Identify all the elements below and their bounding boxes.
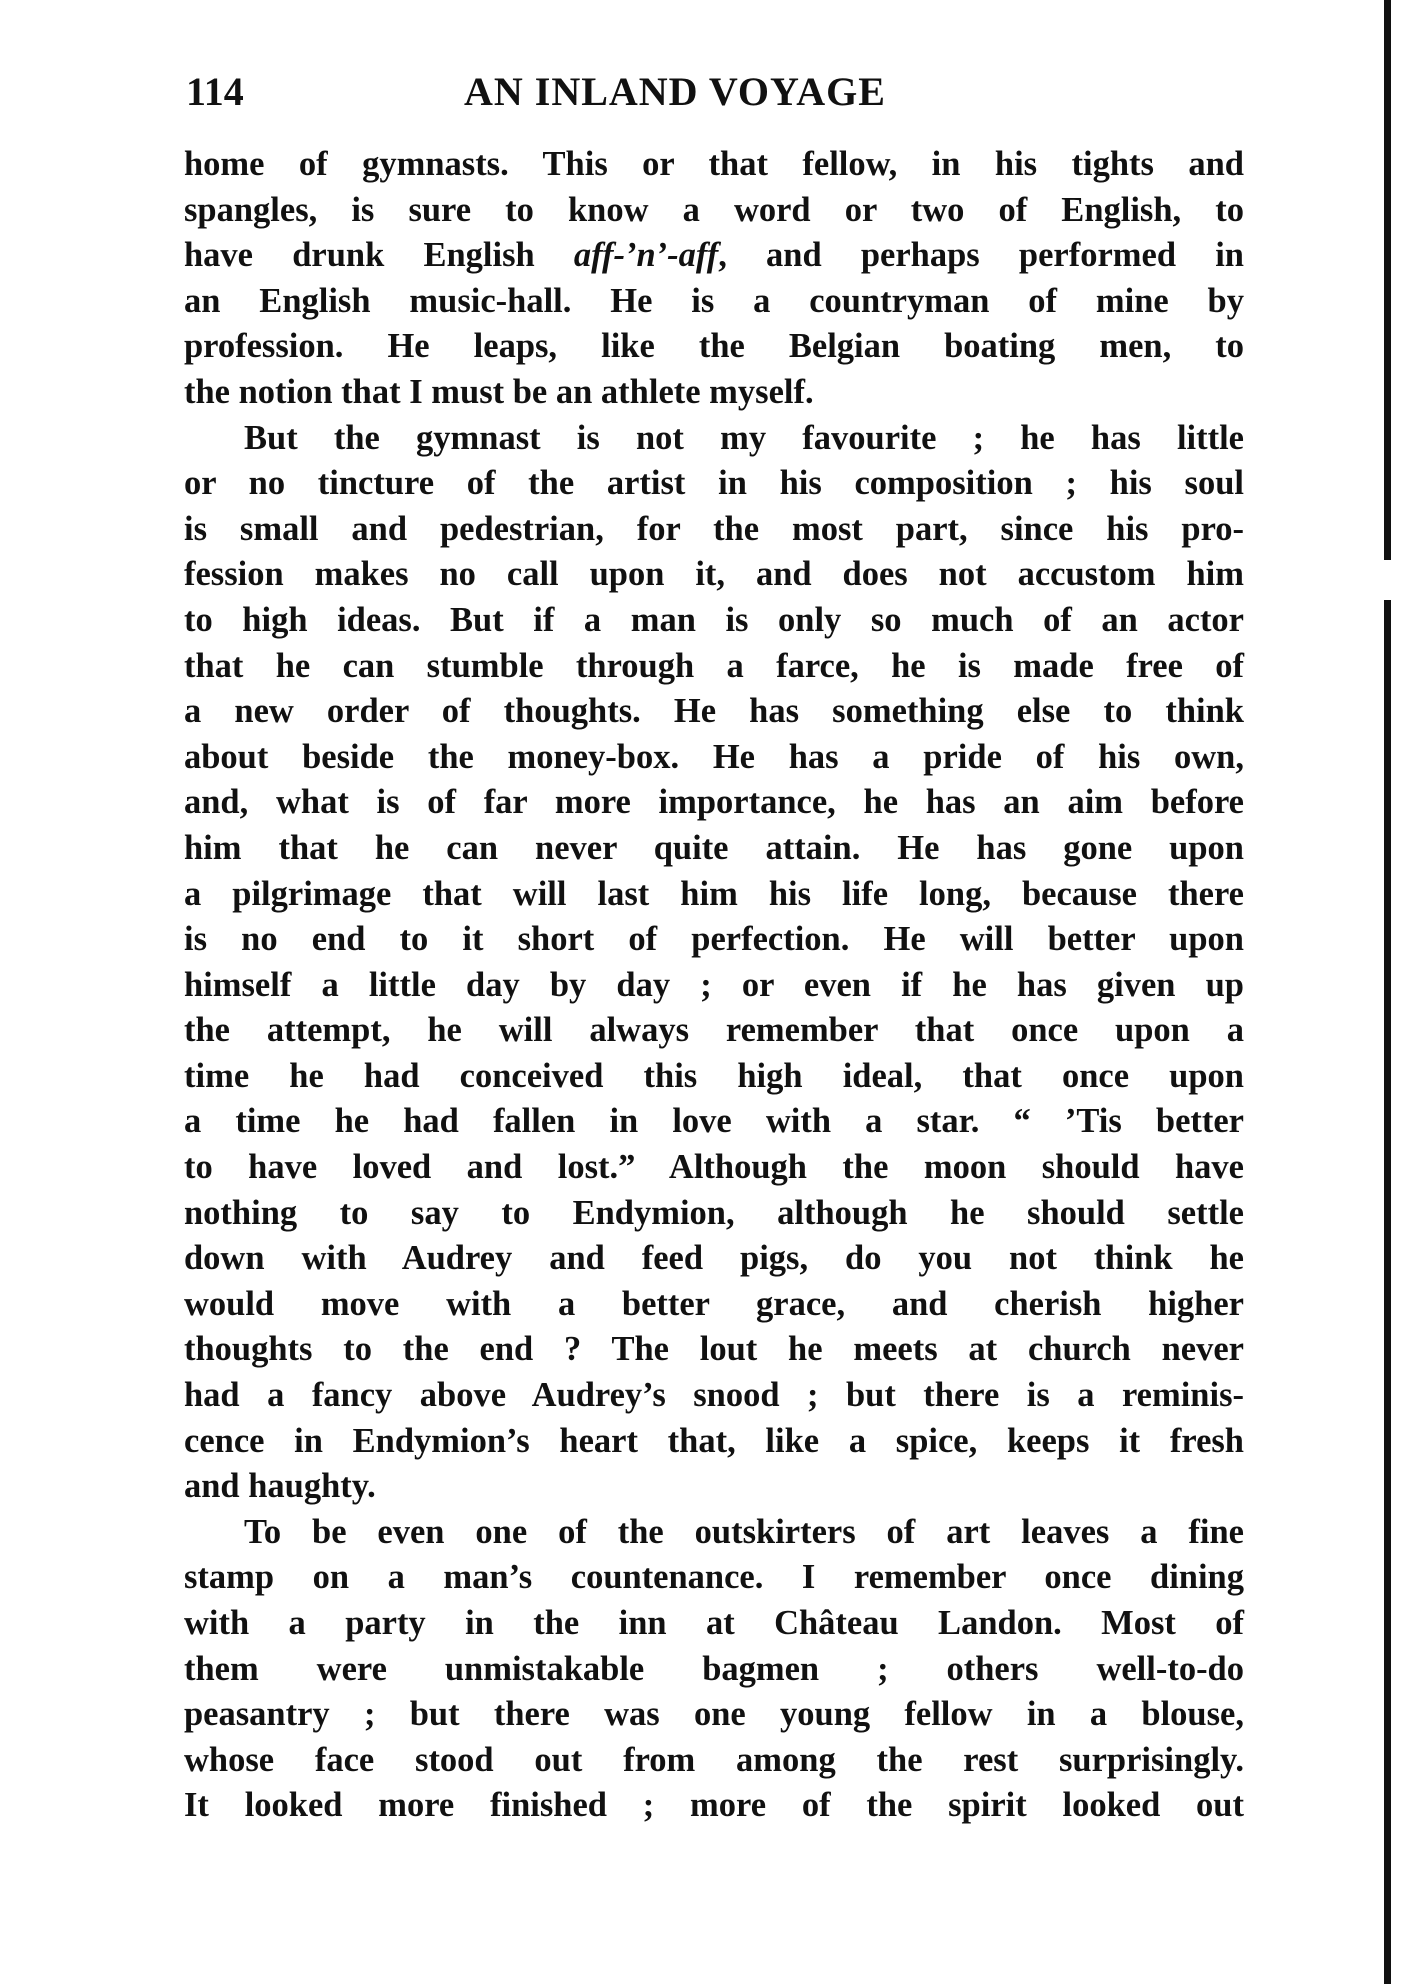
running-title: AN INLAND VOYAGE	[464, 69, 886, 114]
text-line: down with Audrey and feed pigs, do you not think he	[184, 1239, 1244, 1278]
text-line: or no tincture of the artist in his composition ; his soul	[184, 464, 1244, 503]
text-line: peasantry ; but there was one young fellow in a blouse,	[184, 1695, 1244, 1734]
text-line: stamp on a man’s countenance. I remember once dining	[184, 1558, 1244, 1597]
text-line: home of gymnasts. This or that fellow, in his tights and	[184, 145, 1244, 183]
text-line: a pilgrimage that will last him his life long, because there	[184, 874, 1244, 913]
scan-edge-rule	[1384, 0, 1391, 1984]
text-line: time he had conceived this high ideal, that once upon	[184, 1056, 1244, 1095]
text-line: It looked more finished ; more of the spirit looked out	[184, 1786, 1244, 1825]
running-header	[186, 68, 1243, 118]
text-line: himself a little day by day ; or even if he has given up	[184, 965, 1244, 1004]
text-segment: have drunk English	[184, 236, 574, 275]
text-line: would move with a better grace, and cherish higher	[184, 1284, 1244, 1323]
text-line: cence in Endymion’s heart that, like a spice, keeps it fresh	[184, 1421, 1244, 1460]
text-line: to high ideas. But if a man is only so much of an actor	[184, 600, 1244, 639]
text-line: whose face stood out from among the rest surprisingly.	[184, 1740, 1244, 1779]
text-line: a time he had fallen in love with a star. “ ’Tis better	[184, 1102, 1244, 1141]
text-line: had a fancy above Audrey’s snood ; but there is a reminis-	[184, 1376, 1244, 1415]
text-line: them were unmistakable bagmen ; others well-to-do	[184, 1649, 1244, 1688]
text-line: But the gymnast is not my favourite ; he has little	[244, 418, 1244, 457]
page-body-text	[184, 142, 1244, 1829]
italic-phrase: aff-’n’-aff	[573, 236, 719, 275]
text-line: the attempt, he will always remember that once upon a	[184, 1011, 1244, 1050]
text-line: a new order of thoughts. He has something else to think	[184, 692, 1244, 731]
text-line: profession. He leaps, like the Belgian boating men, to	[184, 327, 1244, 366]
text-line: spangles, is sure to know a word or two of English, to	[184, 190, 1244, 229]
text-line: thoughts to the end ? The lout he meets at church never	[184, 1330, 1244, 1369]
scan-edge-gap	[1380, 560, 1396, 600]
text-line: and haughty.	[184, 1467, 376, 1506]
text-line: that he can stumble through a farce, he is made free of	[184, 646, 1244, 685]
text-line: an English music-hall. He is a countryman of mine by	[184, 281, 1244, 320]
text-line: fession makes no call upon it, and does not accustom him	[184, 555, 1244, 594]
text-line: to have loved and lost.” Although the moon should have	[184, 1148, 1244, 1187]
text-line: is small and pedestrian, for the most part, since his pro-	[184, 509, 1244, 548]
text-line: To be even one of the outskirters of art leaves a fine	[244, 1512, 1244, 1551]
text-line: nothing to say to Endymion, although he should settle	[184, 1193, 1244, 1232]
text-line: him that he can never quite attain. He has gone upon	[184, 828, 1244, 867]
text-line: the notion that I must be an athlete myself.	[184, 372, 814, 411]
page-number: 114	[186, 69, 244, 114]
text-line: about beside the money-box. He has a pride of his own,	[184, 737, 1244, 776]
text-line: with a party in the inn at Château Landon. Most of	[184, 1604, 1244, 1642]
text-line: and, what is of far more importance, he has an aim before	[184, 783, 1244, 822]
text-segment: , and perhaps performed in	[718, 236, 1244, 275]
text-line: is no end to it short of perfection. He will better upon	[184, 920, 1244, 959]
text-line	[184, 233, 1244, 279]
